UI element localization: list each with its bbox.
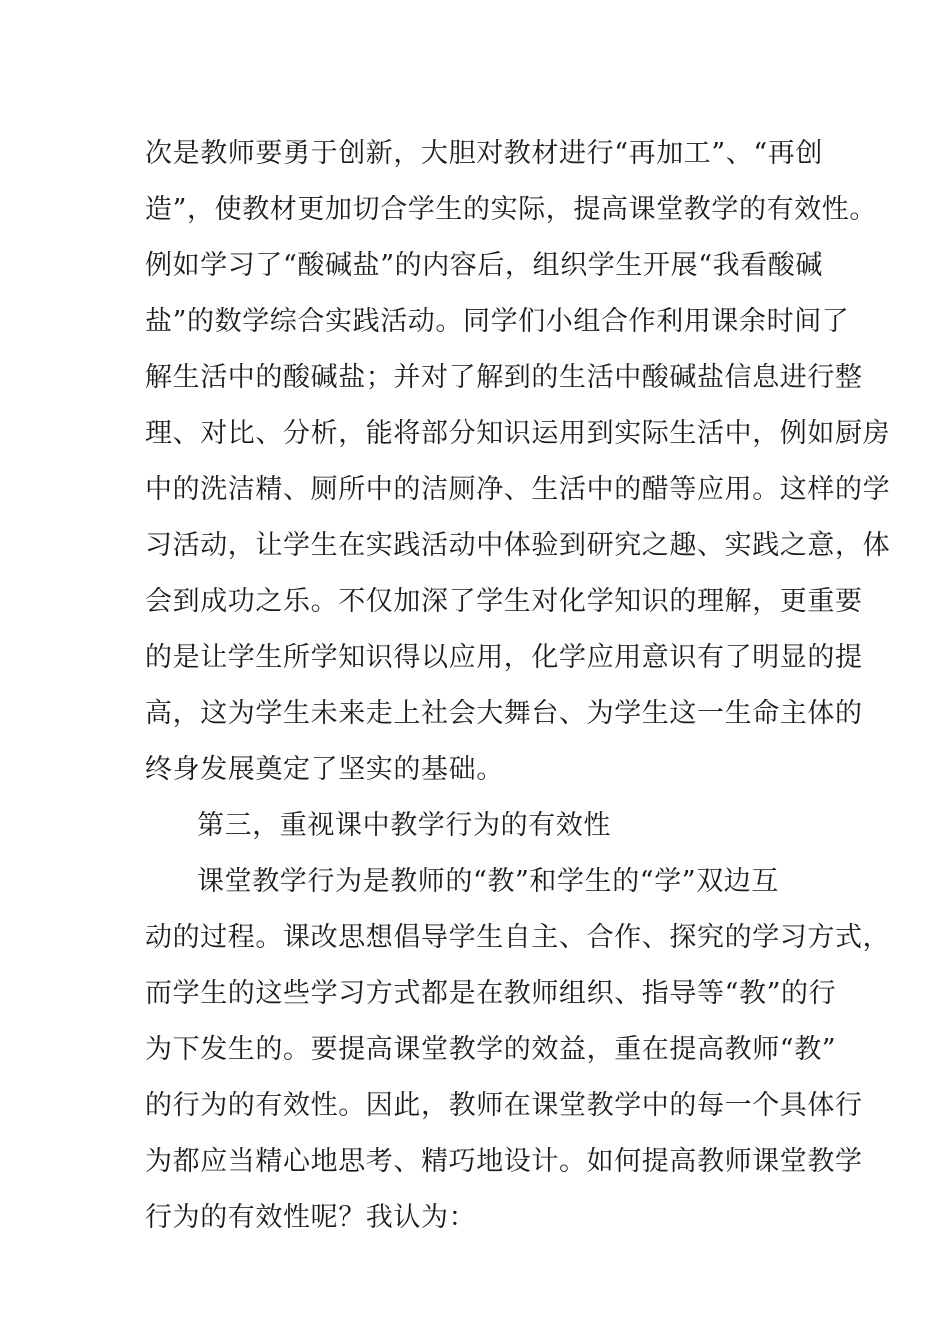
text-line: 而学生的这些学习方式都是在教师组织、指导等“教”的行 bbox=[145, 978, 837, 1009]
text-line: 理、对比、分析，能将部分知识运用到实际生活中，例如厨房 bbox=[145, 418, 891, 449]
text-line: 例如学习了“酸碱盐”的内容后，组织学生开展“我看酸碱 bbox=[145, 250, 824, 281]
text-line: 为下发生的。要提高课堂教学的效益，重在提高教师“教” bbox=[145, 1034, 837, 1065]
text-line: 习活动，让学生在实践活动中体验到研究之趣、实践之意，体 bbox=[145, 530, 891, 561]
text-line: 盐”的数学综合实践活动。同学们小组合作利用课余时间了 bbox=[145, 306, 850, 337]
text-line: 课堂教学行为是教师的“教”和学生的“学”双边互 bbox=[197, 866, 780, 897]
text-line: 行为的有效性呢？我认为： bbox=[145, 1202, 477, 1233]
text-line: 次是教师要勇于创新，大胆对教材进行“再加工”、“再创 bbox=[145, 138, 824, 169]
text-line: 会到成功之乐。不仅加深了学生对化学知识的理解，更重要 bbox=[145, 586, 863, 617]
text-line: 解生活中的酸碱盐；并对了解到的生活中酸碱盐信息进行整 bbox=[145, 362, 863, 393]
text-line: 动的过程。课改思想倡导学生自主、合作、探究的学习方式， bbox=[145, 922, 891, 953]
text-line: 终身发展奠定了坚实的基础。 bbox=[145, 754, 504, 785]
text-line: 的是让学生所学知识得以应用，化学应用意识有了明显的提 bbox=[145, 642, 863, 673]
text-line: 造”，使教材更加切合学生的实际，提高课堂教学的有效性。 bbox=[145, 194, 878, 225]
text-line: 中的洗洁精、厕所中的洁厕净、生活中的醋等应用。这样的学 bbox=[145, 474, 891, 505]
text-line: 的行为的有效性。因此，教师在课堂教学中的每一个具体行 bbox=[145, 1090, 863, 1121]
text-line: 高，这为学生未来走上社会大舞台、为学生这一生命主体的 bbox=[145, 698, 863, 729]
text-line: 为都应当精心地思考、精巧地设计。如何提高教师课堂教学 bbox=[145, 1146, 863, 1177]
section-heading: 第三，重视课中教学行为的有效性 bbox=[197, 810, 611, 841]
